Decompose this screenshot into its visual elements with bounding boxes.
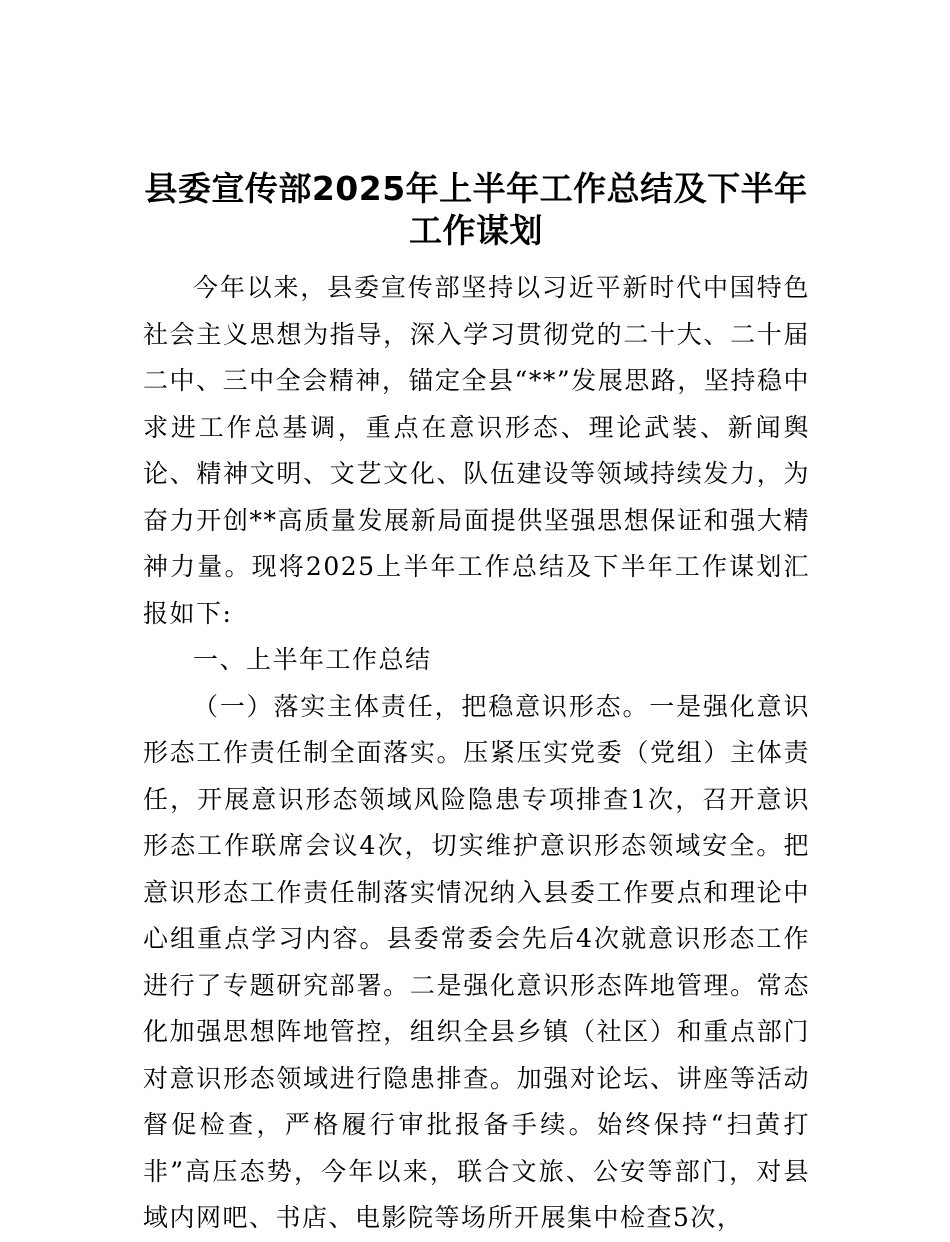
- intro-paragraph: 今年以来，县委宣传部坚持以习近平新时代中国特色社会主义思想为指导，深入学习贯彻党的二十大、二十届二中、三中全会精神，锚定全县“**”发展思路，坚持稳中求进工作总基调，重点在意识形态、理论武装、新闻舆论、精神文明、文艺文化、队伍建设等领域持续发力，为奋力开创**高质量发展新局面提供坚强思想保证和强大精神力量。现将2025上半年工作总结及下半年工作谋划汇报如下:: [143, 273, 810, 628]
- document-title: 县委宣传部2025年上半年工作总结及下半年工作谋划: [144, 169, 808, 250]
- section-1-paragraph: （一）落实主体责任，把稳意识形态。一是强化意识形态工作责任制全面落实。压紧压实党委（党组）主体责任，开展意识形态领域风险隐患专项排查1次，召开意识形态工作联席会议4次，切实维护意识形态领域安全。把意识形态工作责任制落实情况纳入县委工作要点和理论中心组重点学习内容。县委常委会先后4次就意识形态工作进行了专题研究部署。二是强化意识形态阵地管理。常态化加强思想阵地管控，组织全县乡镇（社区）和重点部门对意识形态领域进行隐患排查。加强对论坛、讲座等活动督促检查，严格履行审批报备手续。始终保持“扫黄打非”高压态势，今年以来，联合文旅、公安等部门，对县域内网吧、书店、电影院等场所开展集中检查5次，: [143, 691, 810, 1232]
- document-body: [143, 265, 810, 1242]
- section-heading-1: 一、上半年工作总结: [193, 645, 432, 674]
